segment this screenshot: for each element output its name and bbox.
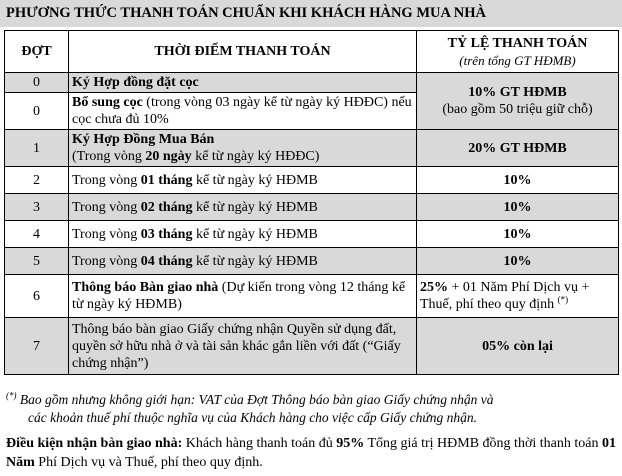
- row-time-text: (Trong vòng: [72, 149, 146, 164]
- row-rate: 10%: [417, 194, 619, 221]
- row-time: [69, 93, 417, 130]
- footnote-mark: (*): [6, 390, 17, 401]
- row-time-text: kể từ ngày ký HĐMB: [192, 172, 318, 188]
- table-row: [5, 167, 619, 194]
- row-time: [69, 275, 417, 318]
- row-stage: 4: [5, 221, 69, 248]
- page-title: PHƯƠNG THỨC THANH TOÁN CHUẨN KHI KHÁCH HÀNG MUA NHÀ: [6, 5, 487, 21]
- row-stage: 5: [5, 248, 69, 275]
- payment-schedule-table: [4, 30, 619, 375]
- row-time-pre: Trong vòng: [72, 199, 141, 215]
- row-time-bold2: 20 ngày: [145, 149, 192, 164]
- deposit-rate: 10% GT HĐMB: [468, 85, 567, 100]
- row-time: [69, 221, 417, 248]
- row-time-bold: Ký Hợp đồng đặt cọc: [72, 75, 199, 90]
- row-rate: 20% GT HĐMB: [417, 130, 619, 167]
- condition-label: Điều kiện nhận bàn giao nhà:: [6, 436, 183, 451]
- condition-text-a: Khách hàng thanh toán đủ: [182, 436, 337, 451]
- row-time-pre: Trong vòng: [72, 226, 141, 242]
- footnote-line2: các khoản thuế phí thuộc nghĩa vụ của Khách hàng cho việc cấp Giấy chứng nhận.: [28, 410, 478, 425]
- condition-bold-b: 01 Năm: [6, 436, 616, 470]
- deposit-rate-cell: [417, 73, 619, 130]
- row-rate: 10%: [417, 167, 619, 194]
- row-time-bold: 01 tháng: [140, 172, 193, 188]
- row-stage: 0: [5, 73, 69, 93]
- row-time-text: kể từ ngày ký HĐMB: [192, 253, 318, 269]
- row-stage: 6: [5, 275, 69, 318]
- table-header-row: [5, 31, 619, 73]
- row-time-bold: 03 tháng: [140, 226, 193, 242]
- row-time: [69, 248, 417, 275]
- deposit-rate-sub: (bao gồm 50 triệu giữ chỗ): [442, 102, 593, 117]
- row-time-text: (trong vòng 03 ngày kể từ ngày ký HĐĐC) nếu cọc chưa đủ 10%: [72, 95, 412, 127]
- row-time: [69, 194, 417, 221]
- header-rate: [417, 31, 619, 73]
- row-time: Thông báo bàn giao Giấy chứng nhận Quyền sử dụng đất, quyền sở hữu nhà ở và tài sản khác gắn liền với đất (“Giấy chứng nhận”): [69, 318, 417, 375]
- footnote: [6, 391, 612, 427]
- handover-condition: [6, 434, 618, 472]
- row-rate: [417, 275, 619, 318]
- condition-text-b: Tổng giá trị HĐMB đồng thời thanh toán: [364, 436, 602, 451]
- row-time-text: (Dự kiến trong vòng 12 tháng kể từ ngày ký HĐMB): [72, 280, 406, 312]
- row-rate-sup: (*): [557, 294, 569, 305]
- row-time-text: kể từ ngày ký HĐMB: [192, 226, 318, 242]
- row-time: [69, 130, 417, 167]
- row-rate: 10%: [417, 248, 619, 275]
- row-time-pre: Trong vòng: [72, 253, 141, 269]
- row-time-bold: Ký Hợp Đồng Mua Bán: [72, 132, 215, 147]
- table-row: [5, 318, 619, 375]
- condition-bold-a: 95%: [336, 436, 365, 451]
- row-rate: 10%: [417, 221, 619, 248]
- table-row: [5, 130, 619, 167]
- row-time-pre: Trong vòng: [72, 172, 141, 188]
- row-time: [69, 73, 417, 93]
- row-time: [69, 167, 417, 194]
- row-rate-bold: 25%: [420, 280, 448, 295]
- table-row: [5, 73, 619, 93]
- row-rate-text: + 01 Năm Phí Dịch vụ + Thuế, phí theo quy định: [420, 280, 590, 312]
- row-rate: 05% còn lại: [417, 318, 619, 375]
- row-stage: 3: [5, 194, 69, 221]
- header-rate-subtitle: (trên tổng GT HĐMB): [459, 52, 576, 68]
- row-stage: 0: [5, 93, 69, 130]
- row-time-bold: Thông báo Bàn giao nhà: [72, 280, 219, 295]
- row-time-text: kể từ ngày ký HĐMB: [192, 199, 318, 215]
- table-row: [5, 275, 619, 318]
- row-stage: 1: [5, 130, 69, 167]
- footnote-line1: Bao gồm nhưng không giới hạn: VAT của Đợt Thông báo bàn giao Giấy chứng nhận và: [16, 392, 494, 407]
- row-time-bold: Bổ sung cọc: [72, 95, 143, 110]
- condition-text-c: Phí Dịch vụ và Thuế, phí theo quy định.: [34, 455, 263, 470]
- table-row: [5, 194, 619, 221]
- row-stage: 7: [5, 318, 69, 375]
- header-stage: ĐỢT: [5, 31, 69, 73]
- header-time: THỜI ĐIỂM THANH TOÁN: [69, 31, 417, 73]
- title-bar: [0, 0, 622, 27]
- row-time-bold: 02 tháng: [140, 199, 193, 215]
- row-time-text2: kể từ ngày ký HĐĐC): [191, 149, 320, 164]
- row-time-bold: 04 tháng: [140, 253, 193, 269]
- table-row: [5, 248, 619, 275]
- header-rate-title: TỶ LỆ THANH TOÁN: [447, 35, 588, 51]
- row-stage: 2: [5, 167, 69, 194]
- table-row: [5, 221, 619, 248]
